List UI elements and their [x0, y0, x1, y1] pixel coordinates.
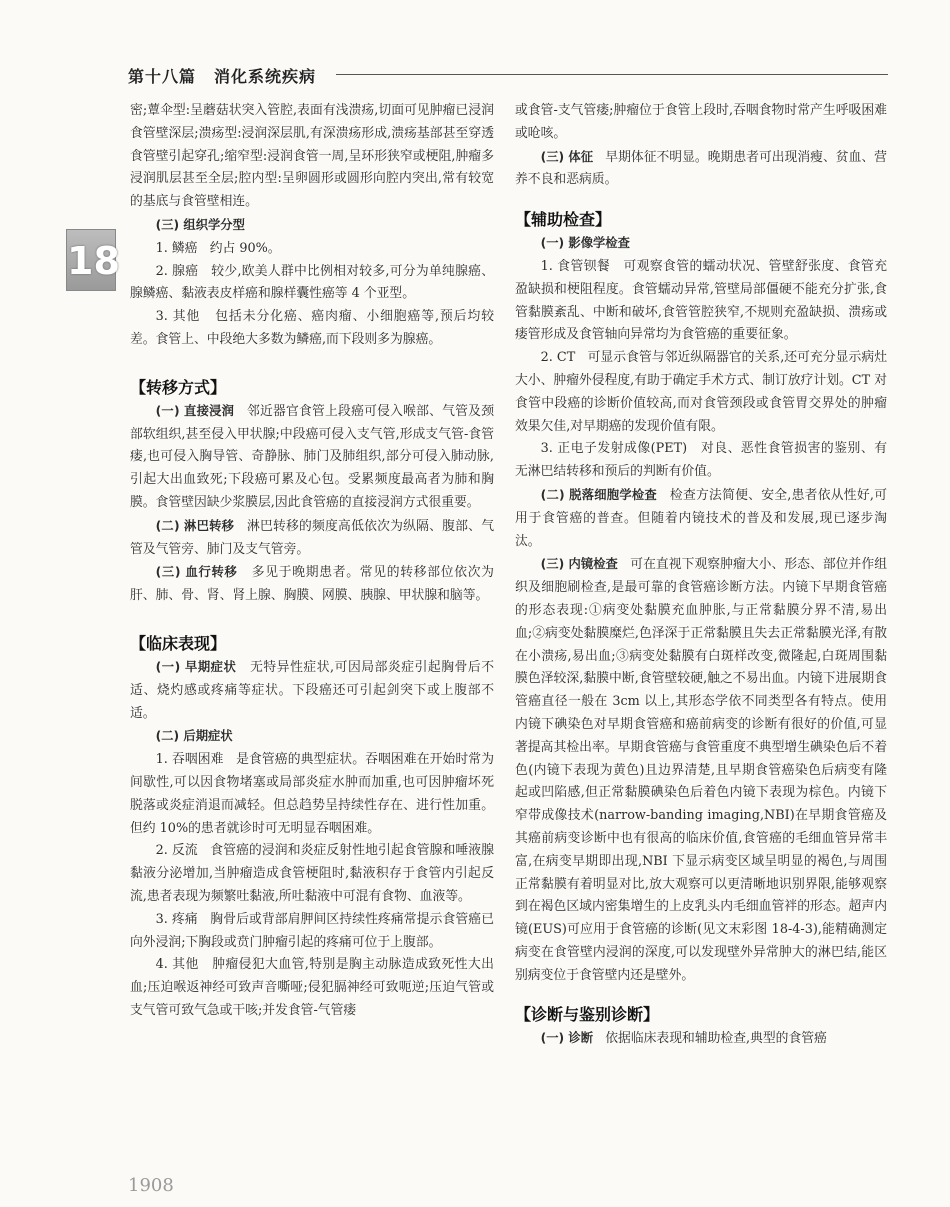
item-label: 1. 食管钡餐: [540, 258, 611, 274]
paragraph: [130, 261, 494, 307]
item-text: 是食管癌的典型症状。吞咽困难在开始时常为间歇性,可以因食物堵塞或局部炎症水肿而加重,也可因肿瘤坏死脱落或炎症消退而减轻。但总趋势呈持续性存在、进行性加重。但约 10%的患者就诊时可无明显吞咽困难。: [130, 752, 494, 836]
item-text: 对良、恶性食管损害的鉴别、有无淋巴结转移和预后的判断有价值。: [515, 441, 887, 480]
paragraph: [130, 515, 494, 562]
paragraph: 密;蕈伞型:呈蘑菇状突入管腔,表面有浅溃疡,切面可见肿瘤已浸润食管壁深层;溃疡型:浸润深层肌,有深溃疡形成,溃疡基部甚至穿透食管壁引起穿孔;缩窄型:浸润食管一周,呈环形狭窄或梗阻,肿瘤多浸润肌层甚至全层;腔内型:呈卵圆形或圆形向腔内突出,常有较宽的基底与食管壁相连。: [130, 103, 494, 210]
page-number: 1908: [128, 1175, 174, 1196]
section-title: 【临床表现】: [130, 633, 227, 653]
paragraph: [515, 256, 887, 347]
item-text: 依据临床表现和辅助检查,典型的食管癌: [605, 1031, 827, 1047]
section-title: 【诊断与鉴别诊断】: [515, 1005, 660, 1025]
item-text: 可显示食管与邻近纵隔器官的关系,还可充分显示病灶大小、肿瘤外侵程度,有助于确定手术方式、制订放疗计划。CT 对食管中段癌的诊断价值较高,而对食管颈段或食管胃交界处的肿瘤效果欠佳,对早期癌的发现价值有限。: [515, 350, 887, 434]
paragraph: [515, 347, 887, 438]
item-label: 1. 吞咽困难: [155, 752, 224, 768]
item-label: 3. 其他: [155, 309, 201, 325]
paragraph: [130, 954, 494, 1022]
subheading-text: (三) 组织学分型: [155, 217, 245, 232]
item-text: 检查方法简便、安全,患者依从性好,可用于食管癌的普查。但随着内镜技术的普及和发展,现已逐步淘汰。: [515, 487, 887, 549]
item-label: (二) 脱落细胞学检查: [540, 487, 657, 502]
paragraph: [130, 306, 494, 352]
paragraph: [515, 438, 887, 484]
paragraph: 或食管-支气管瘘;肿瘤位于食管上段时,吞咽食物时常产生呼吸困难或呛咳。: [515, 103, 887, 141]
subheading: [130, 725, 494, 749]
subheading: [515, 232, 887, 256]
subheading: [130, 214, 494, 238]
paragraph: [515, 553, 887, 987]
paragraph: [515, 146, 887, 193]
item-text: 多见于晚期患者。常见的转移部位依次为肝、肺、骨、肾、肾上腺、胸膜、网膜、胰腺、甲状腺和脑等。: [130, 565, 494, 604]
subheading-text: (一) 影像学检查: [540, 236, 630, 251]
item-text: 可观察食管的蠕动状况、管壁舒张度、食管充盈缺损和梗阻程度。食管蠕动异常,管壁局部僵硬不能充分扩张,食管黏膜紊乱、中断和破坏,食管管腔狭窄,不规则充盈缺损、溃疡或瘘管形成及食管轴向异常均为食管癌的重要征象。: [515, 258, 887, 343]
part-title: 消化系统疾病: [214, 67, 317, 86]
paragraph: [130, 656, 494, 725]
item-label: (一) 诊断: [540, 1031, 594, 1046]
item-label: (二) 淋巴转移: [155, 518, 235, 533]
paragraph: [130, 238, 494, 261]
part-label: 第十八篇: [128, 67, 197, 86]
item-label: 3. 疼痛: [155, 911, 198, 927]
item-text: 肿瘤侵犯大血管,特别是胸主动脉造成致死性大出血;压迫喉返神经可致声音嘶哑;侵犯膈神经可致呃逆;压迫气管或支气管可致气急或干咳;并发食管-气管瘘: [130, 957, 494, 1018]
item-label: (三) 血行转移: [155, 565, 238, 580]
left-column: [130, 100, 494, 1023]
item-label: 2. 反流: [155, 843, 198, 859]
item-text: 胸骨后或背部肩胛间区持续性疼痛常提示食管癌已向外浸润;下胸段或贲门肿瘤引起的疼痛可位于上腹部。: [130, 911, 494, 950]
item-label: (三) 体征: [540, 149, 594, 164]
item-label: 2. CT: [540, 350, 576, 366]
paragraph: [130, 909, 494, 955]
chapter-tab: 18: [66, 229, 116, 291]
item-label: 1. 鳞癌: [155, 240, 198, 256]
item-label: 4. 其他: [155, 957, 199, 973]
paragraph: [130, 400, 494, 515]
item-label: (一) 早期症状: [155, 659, 237, 674]
item-label: (三) 内镜检查: [540, 557, 618, 572]
running-header: [128, 64, 888, 86]
item-text: 较少,欧美人群中比例相对较多,可分为单纯腺癌、腺鳞癌、黏液表皮样癌和腺样囊性癌等 4 个亚型。: [130, 263, 494, 302]
paragraph: [130, 840, 494, 908]
item-label: 2. 腺癌: [155, 263, 199, 279]
item-label: (一) 直接浸润: [155, 403, 235, 418]
paragraph: [515, 484, 887, 553]
subheading-text: (二) 后期症状: [155, 729, 233, 744]
item-text: 早期体征不明显。晚期患者可出现消瘦、贫血、营养不良和恶病质。: [515, 149, 887, 188]
item-text: 淋巴转移的频度高低依次为纵隔、腹部、气管及气管旁、肺门及支气管旁。: [130, 518, 494, 557]
paragraph: [130, 561, 494, 608]
item-text: 约占 90%。: [209, 240, 281, 256]
paragraph: [130, 749, 494, 840]
item-label: 3. 正电子发射成像(PET): [540, 441, 688, 457]
section-title: 【辅助检查】: [515, 210, 612, 230]
item-text: 无特异性症状,可因局部炎症引起胸骨后不适、烧灼感或疼痛等症状。下段癌还可引起剑突下或上腹部不适。: [130, 659, 494, 721]
item-text: 邻近器官食管上段癌可侵入喉部、气管及颈部软组织,甚至侵入甲状腺;中段癌可侵入支气管,形成支气管-食管瘘,也可侵入胸导管、奇静脉、肺门及肺组织,部分可侵入肺动脉,引起大出血致死;下段癌可累及心包。受累频度最高者为肺和胸膜。食管壁因缺少浆膜层,因此食管癌的直接浸润方式很重要。: [130, 403, 494, 510]
item-text: 包括未分化癌、癌肉瘤、小细胞癌等,预后均较差。食管上、中段绝大多数为鳞癌,而下段则多为腺癌。: [130, 309, 494, 347]
paragraph: [515, 1027, 887, 1051]
header-rule: [336, 74, 888, 75]
item-text: 食管癌的浸润和炎症反射性地引起食管腺和唾液腺黏液分泌增加,当肿瘤造成食管梗阻时,黏液积存于食管内引起反流,患者表现为频繁吐黏液,所吐黏液中可混有食物、血液等。: [130, 843, 494, 904]
item-text: 可在直视下观察肿瘤大小、形态、部位并作组织及细胞刷检查,是最可靠的食管癌诊断方法。内镜下早期食管癌的形态表现:①病变处黏膜充血肿胀,与正常黏膜分界不清,易出血;②病变处黏膜糜烂,色泽深于正常黏膜且失去正常黏膜光泽,有散在小溃疡,易出血;③病变处黏膜有白斑样改变,微隆起,白斑周围黏膜色泽较深,黏膜中断,食管壁较硬,触之不易出血。内镜下进展期食管癌直径一般在 3cm 以上,其形态学依不同类型各有特点。使用内镜下碘染色对早期食管癌和癌前病变的诊断有很好的价值,可显著提高其检出率。早期食管癌与食管重度不典型增生碘染色后不着色(内镜下表现为黄色)且边界清楚,且早期食管癌染色后病变有隆起或凹陷感,但正常黏膜碘染色后着色内镜下表现为棕色。内镜下窄带成像技术(narrow-banding imaging,NBI)在早期食管癌及其癌前病变诊断中也有很高的临床价值,食管癌的毛细血管异常丰富,在病变早期即出现,NBI 下显示病变区域呈明显的褐色,与周围正常黏膜有着明显对比,放大观察可以更清晰地识别界限,能够观察到在褐色区域内密集增生的上皮乳头内毛细血管袢的形态。超声内镜(EUS)可应用于食管癌的诊断(见文末彩图 18-4-3),能精确测定病变在食管壁内浸润的深度,可以发现壁外异常肿大的淋巴结,能区别病变位于食管壁内还是壁外。: [515, 557, 887, 983]
section-title: 【转移方式】: [130, 377, 227, 397]
right-column: [515, 100, 887, 1051]
